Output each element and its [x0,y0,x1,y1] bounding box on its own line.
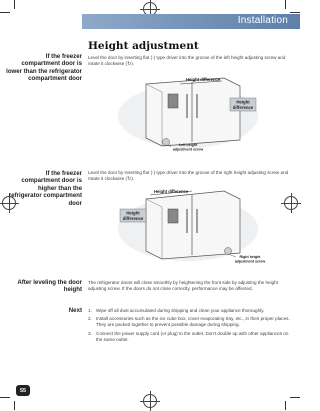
text-freezer-lower: Level the door by inserting flat (-) type driver into the groove of the left height adjusting screw and rotate it clockwise (↻). [88,55,286,68]
crop-mark [290,12,300,13]
registration-mark-right [284,196,298,210]
page-number-badge: 55 [16,385,30,396]
crop-mark [14,0,15,9]
header-bar [82,14,300,29]
list-item: 3. Connect the power supply cord (or plug) to the outlet. Don't double up with other appliances on the same outlet. [88,330,289,342]
text-freezer-higher: Level the door by inserting flat (-) type driver into the groove of the right height adjusting screw and rotate it clockwise (↻). [88,170,289,183]
refrigerator-illustration [146,78,240,146]
fig-label-difference: difference [232,105,254,110]
figure-left-height-adjustment [110,74,280,152]
crop-mark [14,401,15,410]
crop-mark [0,12,10,13]
fig-label-screw-2: adjustment screw [234,259,266,264]
fig-label-height: Height [236,99,250,105]
list-item: 1. Wipe off all dust accumulated during shipping and clean your appliance thoroughly. [88,308,265,313]
clockwise-arrow-icon: ↻ [127,61,132,68]
list-item: 2. Install accessories such as the ice cube box, cover evaporating tray, etc., in their proper places. They are packed together to prevent possible damage during shipping. [88,316,290,328]
fig-label-height-difference: Height difference [186,77,221,82]
fig-label-screw-1: Left height [178,143,198,147]
text-after-leveling: The refrigerator doors will close smoothly by heightening the front side by adjusting the height adjusting screw. If the doors do not close correctly, performance may be affected. [88,280,278,292]
fig-label-screw-1: Right height [239,255,261,259]
figure-right-height-adjustment [110,187,280,265]
clockwise-arrow-icon: ↻ [127,176,132,183]
label-next: Next [68,307,82,314]
fig-label-difference: difference [122,216,144,221]
section-title: Height adjustment [88,40,199,52]
crop-mark [0,397,10,398]
label-freezer-lower: If the freezer compartment door is lower than the refrigerator compartment door [6,53,82,83]
crop-mark [285,401,286,410]
header-title: Installation [237,15,288,26]
crop-mark [290,397,300,398]
label-after-leveling: After leveling the door height [17,279,82,294]
refrigerator-illustration [146,191,240,259]
registration-mark-bottom [143,394,157,408]
fig-label-height: Height [126,210,140,216]
next-steps-list [88,308,290,345]
crop-mark [285,0,286,9]
fig-label-height-difference: Height difference [154,189,189,194]
fig-label-screw-2: adjustment screw [172,147,204,152]
label-freezer-higher: If the freezer compartment door is higher than the refrigerator compartment door [8,170,82,207]
